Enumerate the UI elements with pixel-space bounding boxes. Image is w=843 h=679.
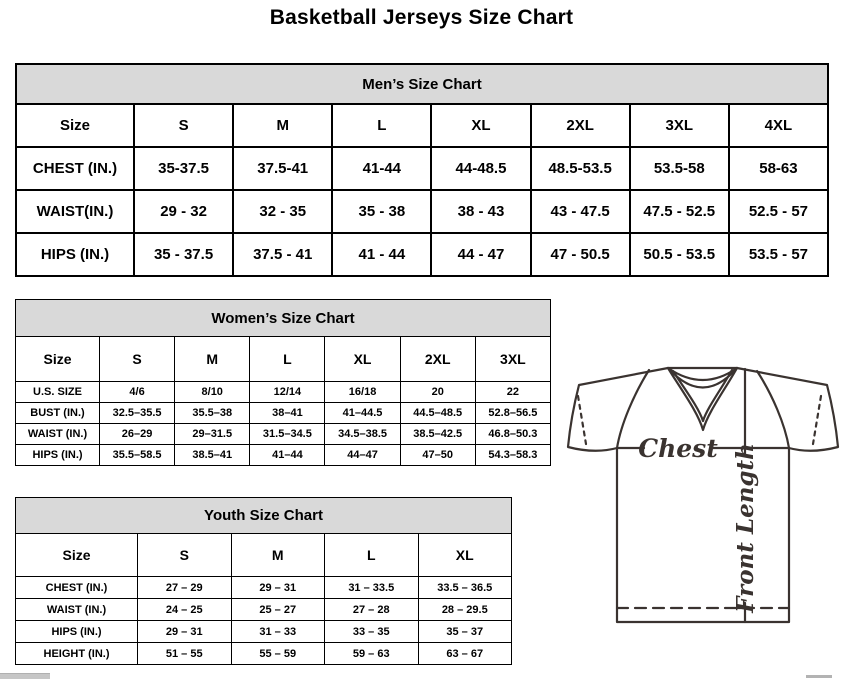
womens-size-value: 44.5–48.5 xyxy=(400,403,475,424)
mens-size-value: 52.5 - 57 xyxy=(729,190,828,233)
mens-size-value: 37.5-41 xyxy=(233,147,332,190)
youth-size-value: 28 – 29.5 xyxy=(418,599,512,621)
mens-size-value: 35-37.5 xyxy=(134,147,233,190)
youth-size-value: 35 – 37 xyxy=(418,621,512,643)
youth-row-label: HEIGHT (IN.) xyxy=(16,643,138,665)
youth-size-header: Size xyxy=(16,534,138,577)
page-title: Basketball Jerseys Size Chart xyxy=(269,6,574,29)
mens-size-value: 44 - 47 xyxy=(431,233,530,276)
womens-size-value: 29–31.5 xyxy=(175,424,250,445)
youth-size-value: 29 – 31 xyxy=(231,577,325,599)
mens-size-value: 43 - 47.5 xyxy=(531,190,630,233)
youth-column-header: XL xyxy=(418,534,512,577)
mens-column-header: L xyxy=(332,104,431,147)
jersey-armhole-right xyxy=(757,371,789,448)
youth-size-value: 33.5 – 36.5 xyxy=(418,577,512,599)
womens-row-label: BUST (IN.) xyxy=(16,403,100,424)
womens-size-value: 38.5–42.5 xyxy=(400,424,475,445)
youth-size-value: 27 – 28 xyxy=(325,599,419,621)
womens-column-header: 2XL xyxy=(400,337,475,382)
womens-size-value: 8/10 xyxy=(175,382,250,403)
womens-size-chart-table xyxy=(15,299,551,466)
mens-row-label: CHEST (IN.) xyxy=(16,147,134,190)
womens-size-value: 52.8–56.5 xyxy=(475,403,550,424)
youth-chart-title: Youth Size Chart xyxy=(16,498,512,534)
youth-size-value: 33 – 35 xyxy=(325,621,419,643)
womens-size-value: 47–50 xyxy=(400,445,475,466)
youth-size-chart-table xyxy=(15,497,512,665)
youth-row-label: HIPS (IN.) xyxy=(16,621,138,643)
womens-size-header: Size xyxy=(16,337,100,382)
youth-size-value: 29 – 31 xyxy=(138,621,232,643)
mens-size-value: 47 - 50.5 xyxy=(531,233,630,276)
womens-column-header: L xyxy=(250,337,325,382)
womens-size-value: 41–44 xyxy=(250,445,325,466)
womens-size-value: 54.3–58.3 xyxy=(475,445,550,466)
womens-row-label: WAIST (IN.) xyxy=(16,424,100,445)
youth-row-label: WAIST (IN.) xyxy=(16,599,138,621)
youth-size-value: 27 – 29 xyxy=(138,577,232,599)
mens-size-value: 29 - 32 xyxy=(134,190,233,233)
womens-size-value: 32.5–35.5 xyxy=(100,403,175,424)
youth-hips-row xyxy=(16,621,512,643)
womens-size-value: 35.5–38 xyxy=(175,403,250,424)
mens-column-header: XL xyxy=(431,104,530,147)
jersey-cuff-dash-left xyxy=(578,396,586,444)
womens-size-value: 20 xyxy=(400,382,475,403)
mens-size-value: 35 - 37.5 xyxy=(134,233,233,276)
jersey-diagram-svg xyxy=(556,356,843,646)
womens-column-header: M xyxy=(175,337,250,382)
mens-size-header: Size xyxy=(16,104,134,147)
youth-column-header: S xyxy=(138,534,232,577)
womens-size-value: 46.8–50.3 xyxy=(475,424,550,445)
womens-bust-row xyxy=(16,403,551,424)
youth-size-value: 31 – 33.5 xyxy=(325,577,419,599)
mens-chest-row xyxy=(16,147,828,190)
mens-size-value: 41-44 xyxy=(332,147,431,190)
mens-row-label: WAIST(IN.) xyxy=(16,190,134,233)
youth-row-label: CHEST (IN.) xyxy=(16,577,138,599)
womens-size-value: 26–29 xyxy=(100,424,175,445)
mens-column-header: 3XL xyxy=(630,104,729,147)
womens-waist-row xyxy=(16,424,551,445)
horizontal-scrollbar-thumb-left[interactable] xyxy=(0,673,50,679)
youth-chest-row xyxy=(16,577,512,599)
mens-chart-title: Men’s Size Chart xyxy=(16,64,828,104)
womens-column-header: 3XL xyxy=(475,337,550,382)
womens-size-value: 41–44.5 xyxy=(325,403,400,424)
womens-size-value: 12/14 xyxy=(250,382,325,403)
youth-height-row xyxy=(16,643,512,665)
chest-label: Chest xyxy=(638,434,718,463)
mens-column-header: M xyxy=(233,104,332,147)
womens-size-value: 38–41 xyxy=(250,403,325,424)
youth-column-header: L xyxy=(325,534,419,577)
womens-size-value: 35.5–58.5 xyxy=(100,445,175,466)
mens-size-value: 53.5 - 57 xyxy=(729,233,828,276)
mens-size-value: 38 - 43 xyxy=(431,190,530,233)
youth-size-value: 24 – 25 xyxy=(138,599,232,621)
mens-waist-row xyxy=(16,190,828,233)
mens-size-value: 37.5 - 41 xyxy=(233,233,332,276)
mens-column-header: S xyxy=(134,104,233,147)
mens-size-value: 41 - 44 xyxy=(332,233,431,276)
mens-size-value: 32 - 35 xyxy=(233,190,332,233)
womens-size-value: 44–47 xyxy=(325,445,400,466)
mens-size-value: 50.5 - 53.5 xyxy=(630,233,729,276)
jersey-measurement-diagram xyxy=(556,356,843,646)
youth-waist-row xyxy=(16,599,512,621)
youth-size-value: 63 – 67 xyxy=(418,643,512,665)
youth-size-value: 31 – 33 xyxy=(231,621,325,643)
womens-size-value: 34.5–38.5 xyxy=(325,424,400,445)
mens-size-value: 44-48.5 xyxy=(431,147,530,190)
youth-size-value: 59 – 63 xyxy=(325,643,419,665)
womens-size-value: 16/18 xyxy=(325,382,400,403)
womens-size-value: 22 xyxy=(475,382,550,403)
front-length-label: Front Length xyxy=(732,443,759,613)
mens-size-value: 48.5-53.5 xyxy=(531,147,630,190)
mens-row-label: HIPS (IN.) xyxy=(16,233,134,276)
womens-row-label: U.S. SIZE xyxy=(16,382,100,403)
womens-hips-row xyxy=(16,445,551,466)
mens-size-value: 58-63 xyxy=(729,147,828,190)
mens-column-header: 4XL xyxy=(729,104,828,147)
mens-column-header: 2XL xyxy=(531,104,630,147)
womens-row-label: HIPS (IN.) xyxy=(16,445,100,466)
mens-size-value: 53.5-58 xyxy=(630,147,729,190)
youth-size-value: 51 – 55 xyxy=(138,643,232,665)
mens-hips-row xyxy=(16,233,828,276)
jersey-vneck-inner xyxy=(673,370,732,421)
womens-chart-title: Women’s Size Chart xyxy=(16,300,551,337)
youth-size-value: 55 – 59 xyxy=(231,643,325,665)
mens-size-value: 47.5 - 52.5 xyxy=(630,190,729,233)
mens-size-chart-table xyxy=(15,63,829,277)
womens-size-value: 4/6 xyxy=(100,382,175,403)
womens-us-size-row xyxy=(16,382,551,403)
youth-size-value: 25 – 27 xyxy=(231,599,325,621)
youth-column-header: M xyxy=(231,534,325,577)
womens-column-header: S xyxy=(100,337,175,382)
womens-size-value: 31.5–34.5 xyxy=(250,424,325,445)
mens-size-value: 35 - 38 xyxy=(332,190,431,233)
womens-size-value: 38.5–41 xyxy=(175,445,250,466)
jersey-cuff-dash-right xyxy=(813,396,821,444)
womens-column-header: XL xyxy=(325,337,400,382)
horizontal-scrollbar-thumb-right[interactable] xyxy=(806,675,832,678)
jersey-outline xyxy=(568,368,838,622)
